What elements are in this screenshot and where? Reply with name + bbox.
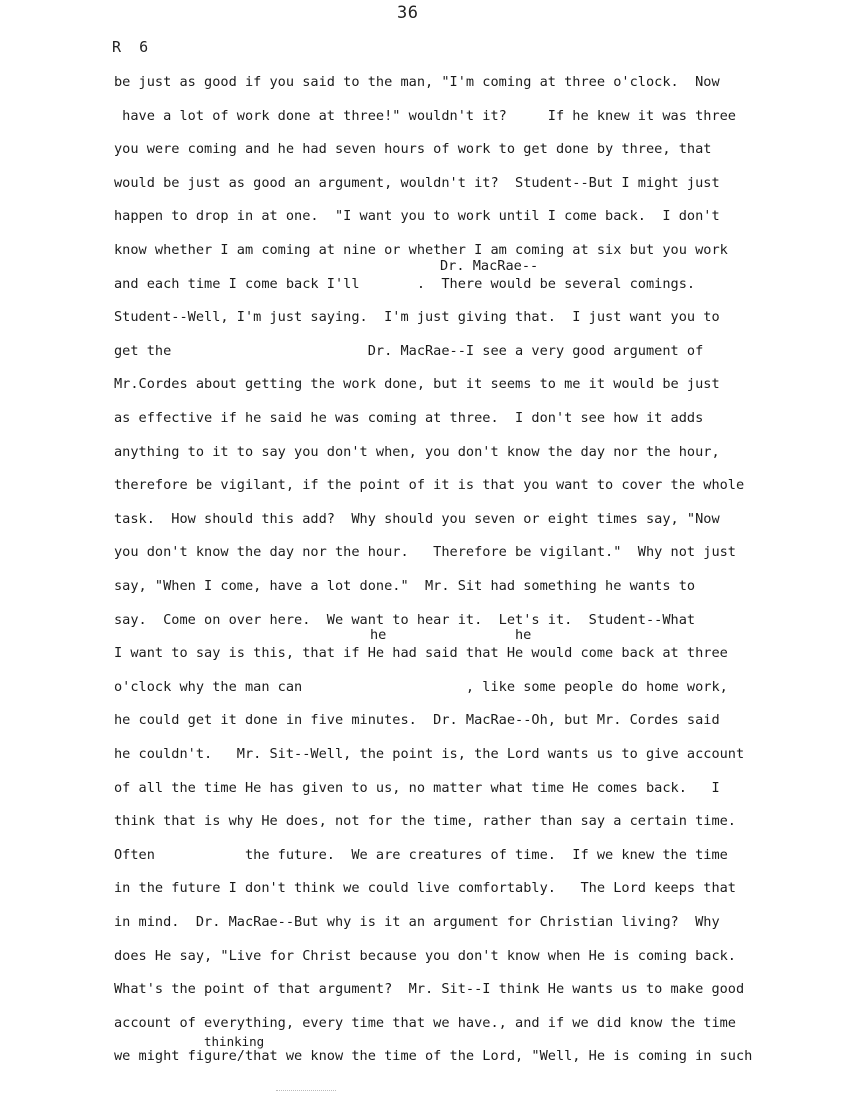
text-line: account of everything, every time that we have., and if we did know the time — [114, 1014, 736, 1031]
text-line: o'clock why the man can , like some people do home work, — [114, 678, 728, 695]
page-number: 36 — [397, 3, 419, 23]
text-line: of all the time He has given to us, no matter what time He comes back. I — [114, 779, 720, 796]
text-line: have a lot of work done at three!" wouldn't it? If he knew it was three — [114, 107, 736, 124]
text-line: we might figure/that we know the time of the Lord, "Well, He is coming in such — [114, 1048, 753, 1065]
text-line: Student--Well, I'm just saying. I'm just giving that. I just want you to — [114, 309, 720, 326]
text-line: he couldn't. Mr. Sit--Well, the point is, the Lord wants us to give account — [114, 746, 745, 762]
text-line: think that is why He does, not for the time, rather than say a certain time. — [114, 813, 736, 830]
interlinear-dr-macrae: Dr. MacRae-- — [440, 258, 539, 274]
text-line: you were coming and he had seven hours of work to get done by three, that — [114, 141, 712, 158]
interlinear-thinking: thinking — [204, 1034, 265, 1049]
text-line: know whether I am coming at nine or whether I am coming at six but you work — [114, 242, 728, 258]
text-line: would be just as good an argument, wouldn't it? Student--But I might just — [114, 174, 720, 191]
text-line: be just as good if you said to the man, "I'm coming at three o'clock. Now — [114, 74, 720, 90]
interlinear-he-2: he — [515, 627, 532, 643]
text-line: as effective if he said he was coming at three. I don't see how it adds — [114, 410, 704, 426]
text-line: Often the future. We are creatures of time. If we knew the time — [114, 846, 728, 863]
text-line: What's the point of that argument? Mr. Sit--I think He wants us to make good — [114, 981, 745, 998]
text-line: get the Dr. MacRae--I see a very good argument of — [114, 342, 704, 359]
text-line: in the future I don't think we could live comfortably. The Lord keeps that — [114, 880, 736, 897]
text-line: task. How should this add? Why should you seven or eight times say, "Now — [114, 510, 720, 527]
text-line: say, "When I come, have a lot done." Mr. Sit had something he wants to — [114, 578, 696, 594]
text-line: happen to drop in at one. "I want you to work until I come back. I don't — [114, 208, 720, 225]
text-line: therefore be vigilant, if the point of it is that you want to cover the whole — [114, 477, 745, 494]
text-line: in mind. Dr. MacRae--But why is it an argument for Christian living? Why — [114, 914, 720, 930]
text-line: does He say, "Live for Christ because you don't know when He is coming back. — [114, 947, 736, 964]
text-line: and each time I come back I'll . There would be several comings. — [114, 275, 696, 292]
bottom-mark — [276, 1090, 336, 1092]
interlinear-he-1: he — [370, 627, 387, 643]
text-line: Mr.Cordes about getting the work done, but it seems to me it would be just — [114, 376, 720, 393]
text-line: I want to say is this, that if He had said that He would come back at three — [114, 645, 728, 662]
text-line: anything to it to say you don't when, you don't know the day nor the hour, — [114, 443, 720, 460]
section-mark: R 6 — [112, 38, 149, 56]
text-line: say. Come on over here. We want to hear it. Let's it. Student--What — [114, 611, 696, 628]
text-line: he could get it done in five minutes. Dr. MacRae--Oh, but Mr. Cordes said — [114, 712, 720, 729]
text-line: you don't know the day nor the hour. Therefore be vigilant." Why not just — [114, 544, 736, 561]
